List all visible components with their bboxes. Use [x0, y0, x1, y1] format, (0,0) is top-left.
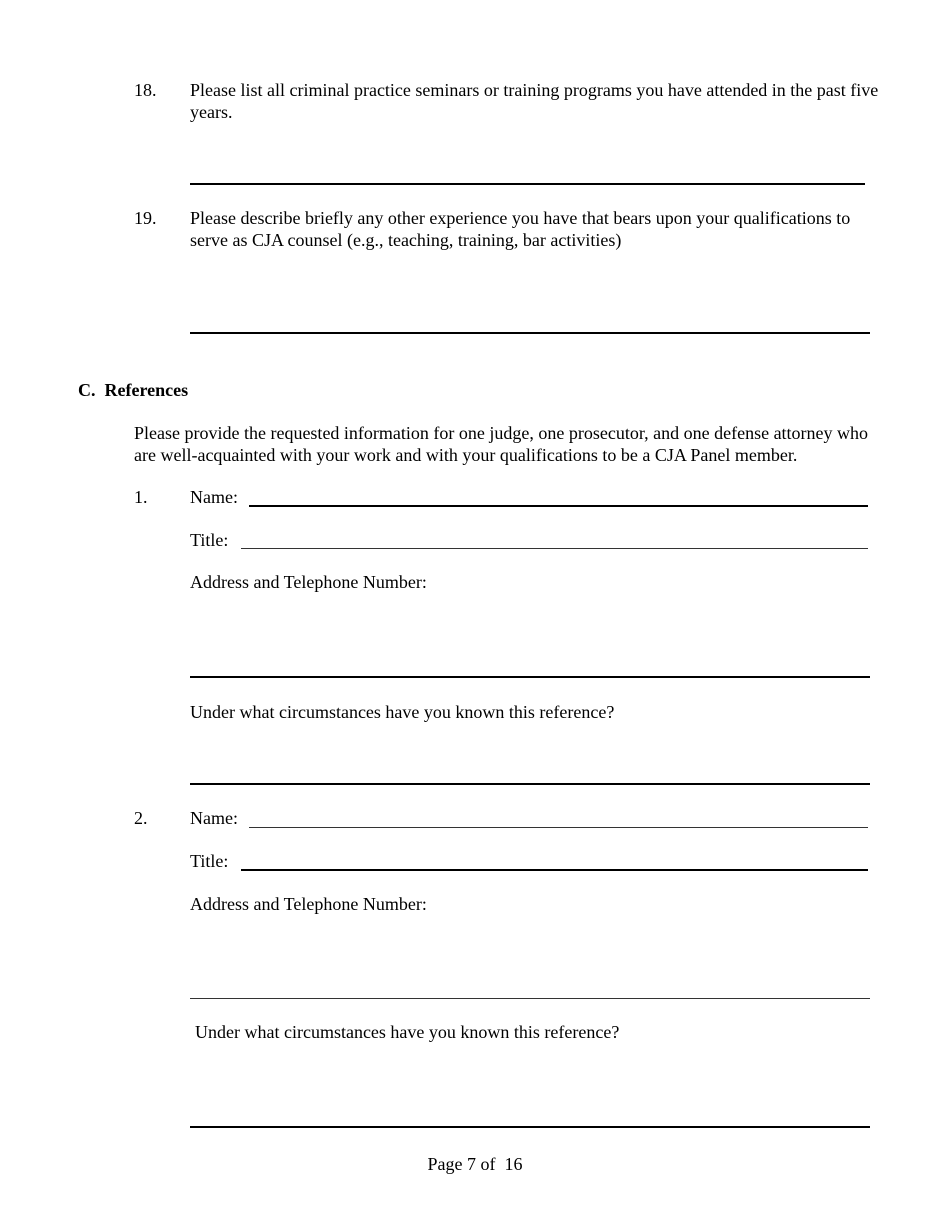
reference-2-address-label: Address and Telephone Number: [190, 894, 427, 914]
section-heading: C. References [78, 380, 189, 400]
reference-1-name-field[interactable] [249, 505, 868, 507]
question-18-text: Please list all criminal practice seminars or training programs you have attended in the past five years. [190, 80, 879, 122]
reference-1-address-label: Address and Telephone Number: [190, 572, 427, 592]
reference-2-circumstances-field[interactable] [190, 1126, 870, 1128]
question-18-number: 18. [134, 80, 157, 100]
reference-2-name-field[interactable] [249, 827, 868, 828]
question-19-text: Please describe briefly any other experience you have that bears upon your qualifications to serve as CJA counsel (e.g., teaching, training, bar activities) [190, 208, 851, 250]
reference-1-circumstances-field[interactable] [190, 783, 870, 785]
reference-1-title-field[interactable] [241, 548, 868, 549]
question-19-number: 19. [134, 208, 157, 228]
reference-2-title-label: Title: [190, 851, 229, 871]
question-19-answer-line[interactable] [190, 332, 870, 334]
references-intro: Please provide the requested information for one judge, one prosecutor, and one defense attorney who are well-acquainted with your work and with your qualifications to be a CJA Panel member. [134, 423, 869, 465]
reference-1-circumstances-label: Under what circumstances have you known this reference? [190, 702, 615, 722]
reference-2-name-label: Name: [190, 808, 238, 828]
reference-1-title-label: Title: [190, 530, 229, 550]
reference-2-address-field[interactable] [190, 998, 870, 999]
reference-2-title-field[interactable] [241, 869, 868, 871]
reference-1-address-field[interactable] [190, 676, 870, 678]
reference-2-circumstances-label: Under what circumstances have you known this reference? [195, 1022, 620, 1042]
page-number: Page 7 of 16 [427, 1154, 523, 1174]
question-18-answer-line[interactable] [190, 183, 865, 185]
reference-1-name-label: Name: [190, 487, 238, 507]
reference-1-number: 1. [134, 487, 148, 507]
reference-2-number: 2. [134, 808, 148, 828]
